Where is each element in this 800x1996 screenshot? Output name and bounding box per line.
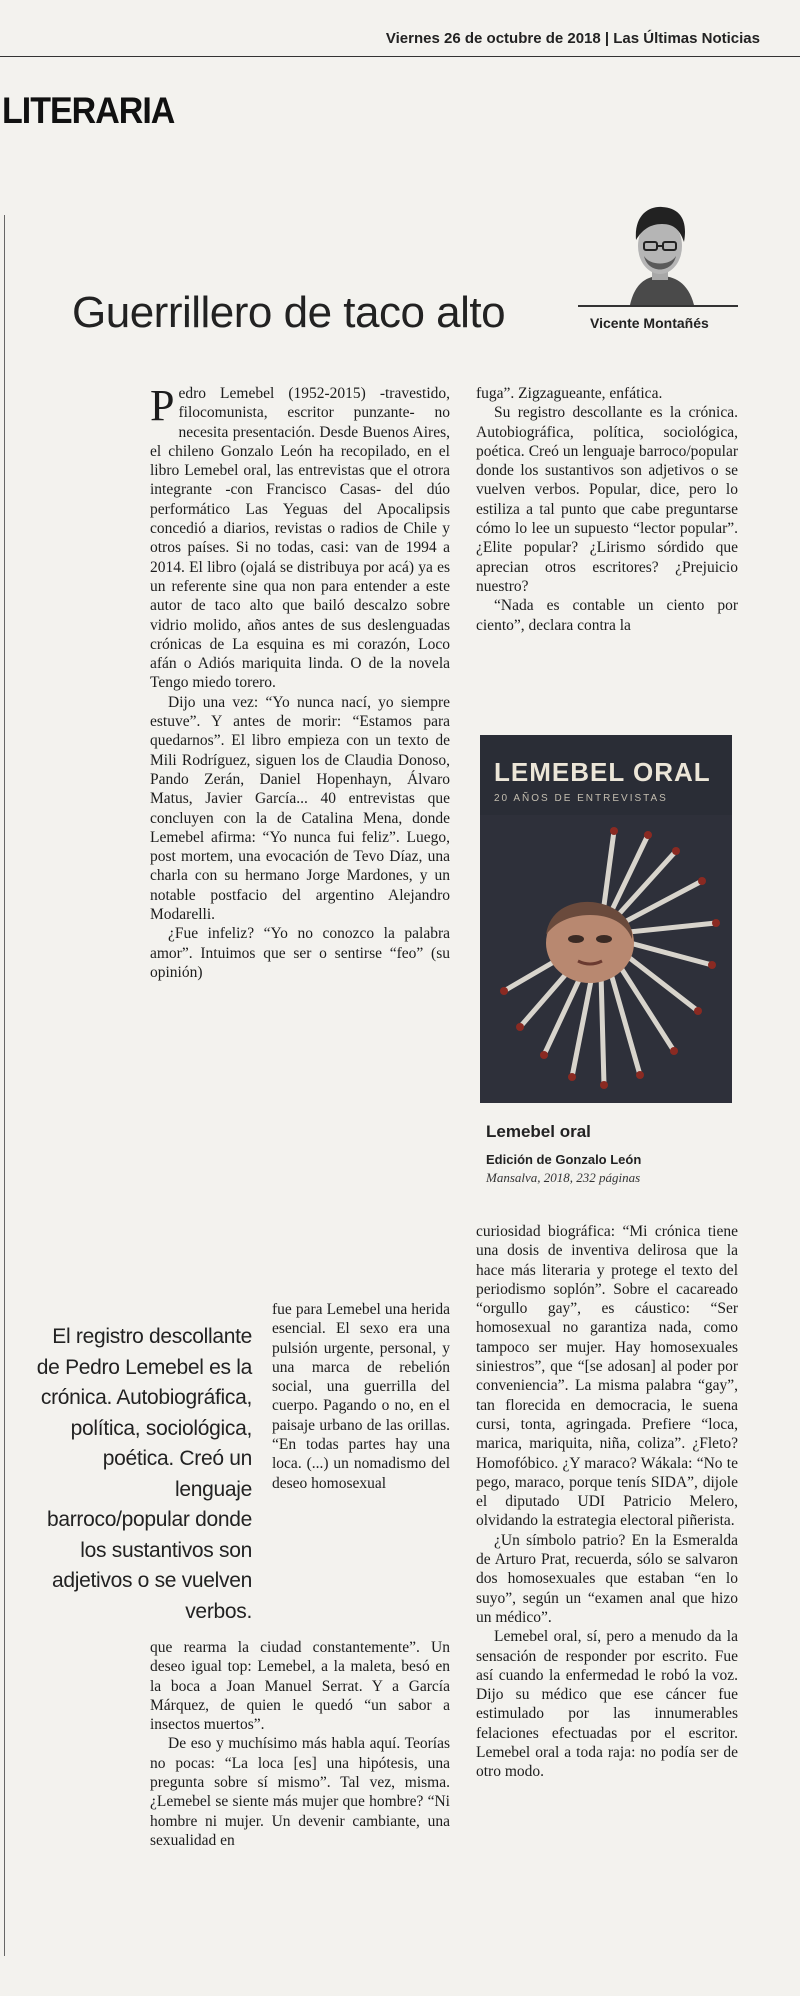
- paragraph: que rearma la ciudad constantemente”. Un deseo igual top: Lemebel, a la maleta, besó en la boca a Joan Manuel Serrat. Y a García Márquez, de quien le quedó “un sabor a insectos muertos”.: [150, 1639, 450, 1734]
- article-column-left-bottom: [150, 1638, 450, 1850]
- paragraph: ¿Un símbolo patrio? En la Esmeralda de Arturo Prat, recuerda, sólo se salvaron dos homosexuales que estaban “en lo suyo”, según un “examen anal que hizo un médico”.: [476, 1531, 738, 1626]
- paragraph: ¿Fue infeliz? “Yo no conozco la palabra amor”. Intuimos que ser o sentirse “feo” (su opinión): [150, 925, 450, 981]
- paragraph: curiosidad biográfica: “Mi crónica tiene una dosis de inventiva delirosa que la hace más literaria y protege el texto del periodismo soplón”. Sobre el cacareado “orgullo gay”, es cáustico: “Ser homosexual no garantiza nada, como tampoco ser mujer. Hay homosexuales siniestros”, que “[se adosan] al poder por conveniencia”. La misma palabra “gay”, tan florecida en democracia, le suena cursi, tonta, agringada. Prefiere “loca, marica, mariquita, niña, coliza”. ¿Fleto? Homofóbico. ¿Y maraco? Wákala: “No te pego, maraco, porque tenís SIDA”, dijole el diputado UDI Patricio Melero, olvidando la estrategia electoral piñerista.: [476, 1223, 738, 1530]
- paragraph: “Nada es contable un ciento por ciento”, declara contra la: [476, 597, 738, 634]
- author-portrait: [600, 190, 720, 305]
- book-caption-editor: Edición de Gonzalo León: [486, 1152, 642, 1167]
- article-column-right-bottom: [476, 1222, 738, 1782]
- paragraph: fuga”. Zigzagueante, enfática.: [476, 385, 663, 402]
- book-cover: [480, 735, 732, 1103]
- section-title: LITERARIA: [2, 90, 175, 132]
- drop-cap: P: [150, 381, 175, 430]
- book-caption-details: Mansalva, 2018, 232 páginas: [486, 1170, 641, 1185]
- paragraph: edro Lemebel (1952-2015) -travestido, filocomunista, escritor punzante- no necesita presentación. Desde Buenos Aires, el chileno Gonzalo León ha recopilado, en el libro Lemebel oral, las entrevistas que el otrora integrante -con Francisco Casas- del dúo performático Las Yeguas del Apocalipsis concedió a diarios, revistas o radios de Chile y otros países. Si no todas, casi: van de 1994 a 2014. El libro (ojalá se distribuya por acá) ya es un referente sine qua non para entender a este autor de taco alto que bailó descalzo sobre vidrio molido, años antes de sus deslenguadas crónicas de La esquina es mi corazón, Loco afán o Adiós mariquita linda. O de la novela Tengo miedo torero.: [150, 385, 450, 692]
- book-cover-subtitle: 20 AÑOS DE ENTREVISTAS: [494, 793, 668, 804]
- article-column-left-top: [150, 381, 450, 982]
- paragraph: Su registro descollante es la crónica. Autobiográfica, política, sociológica, poética. Creó un lenguaje barroco/popular donde los sustantivos son adjetivos o se vuelven verbos. Popular, dice, pero lo estiliza a tal punto que cabe preguntarse cómo lo lee un supuesto “lector popular”. ¿Elite popular? ¿Lirismo sórdido que aprecian otros escritores? ¿Prejuicio nuestro?: [476, 404, 738, 595]
- header-rule: [0, 56, 800, 57]
- paragraph: fue para Lemebel una herida esencial. El sexo era una pulsión urgente, personal, y una marca de rebelión social, una guerrilla del cuerpo. Pagando o no, en el paisaje urbano de las orillas. “En todas partes hay una loca. (...) un nomadismo del deseo homosexual: [272, 1301, 450, 1492]
- pull-quote: El registro descollante de Pedro Lemebel es la crónica. Autobiográfica, política, sociológica, poética. Creó un lenguaje barroco/popular donde los sustantivos son adjetivos o se vuelven verbos.: [36, 1325, 252, 1623]
- dateline: Viernes 26 de octubre de 2018 | Las Últimas Noticias: [385, 30, 760, 47]
- paragraph: Lemebel oral, sí, pero a menudo da la sensación de responder por escrito. Fue así cuando la enfermedad le robó la voz. Dijo su médico que ese cáncer fue estimulado por las innumerables felaciones efectuadas por el escritor. Lemebel oral a toda raja: no podía ser de otro modo.: [476, 1628, 738, 1781]
- book-caption-title: Lemebel oral: [486, 1122, 591, 1141]
- book-cover-title: LEMEBEL ORAL: [494, 757, 711, 787]
- book-cover-illustration: [480, 815, 732, 1103]
- paragraph: Dijo una vez: “Yo nunca nací, yo siempre estuve”. Y antes de morir: “Estamos para quedarnos”. El libro empieza con un texto de Mili Rodríguez, siguen los de Claudia Donoso, Pando Zerán, Daniel Hopenhayn, Álvaro Matus, Javier García... 40 entrevistas que concluyen con la de Catalina Mena, donde Lemebel afirma: “Yo nunca fui feliz”. Luego, post mortem, una evocación de Tevo Díaz, una charla con su hermano Jorge Mardones, y un notable postfacio del argentino Alejandro Modarelli.: [150, 693, 450, 924]
- article-column-left-narrow: [272, 1300, 450, 1493]
- byline-rule: [578, 305, 738, 307]
- paragraph: De eso y muchísimo más habla aquí. Teorías no pocas: “La loca [es] una hipótesis, una pregunta sobre sí mismo”. Tal vez, misma. ¿Lemebel se siente más mujer que hombre? “Ni hombre ni mujer. Un devenir cambiante, una sexualidad en: [150, 1735, 450, 1849]
- left-margin-rule: [4, 215, 5, 1956]
- article-headline: Guerrillero de taco alto: [72, 288, 506, 337]
- author-byline: Vicente Montañés: [590, 315, 709, 331]
- article-column-right-top: [476, 384, 738, 635]
